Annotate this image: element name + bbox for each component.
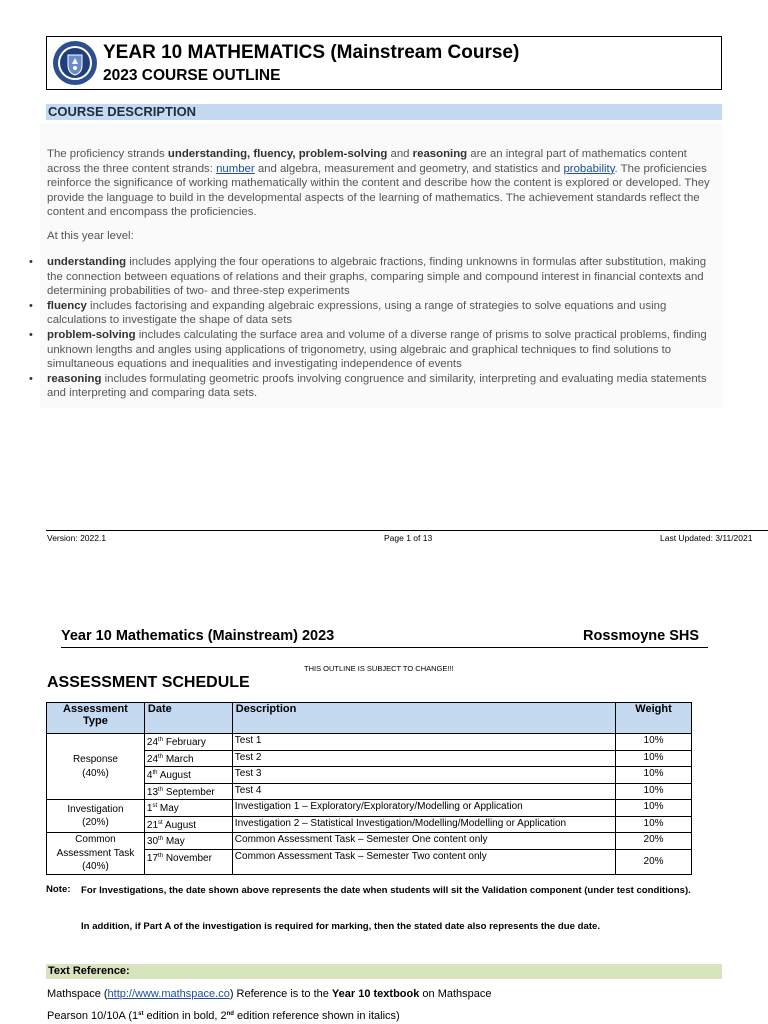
list-item: • reasoning includes formulating geometric proofs involving congruence and similarity, interpreting and evaluating media statements and interpreting and comparing data sets. xyxy=(47,372,723,401)
note-label: Note: xyxy=(46,884,71,895)
date-cell: 24th February xyxy=(144,734,232,751)
document-subtitle: 2023 COURSE OUTLINE xyxy=(103,67,281,84)
description-cell: Test 3 xyxy=(232,767,615,784)
date-cell: 21st August xyxy=(144,816,232,833)
description-cell: Investigation 2 – Statistical Investigation/Modelling/Modelling or Application xyxy=(232,816,615,833)
table-row xyxy=(47,734,692,751)
description-cell: Investigation 1 – Exploratory/Exploratory/Modelling or Application xyxy=(232,800,615,817)
description-cell: Test 2 xyxy=(232,750,615,767)
header-assessment-type: Assessment Type xyxy=(47,703,145,734)
document-title: YEAR 10 MATHEMATICS (Mainstream Course) xyxy=(103,42,520,63)
header-date: Date xyxy=(144,703,232,734)
footer-page-number: Page 1 of 13 xyxy=(384,533,433,543)
note-investigations: For Investigations, the date shown above represents the date when students will sit the Validation component (under test conditions). xyxy=(81,885,691,896)
proficiency-list xyxy=(47,255,723,401)
year-level-intro: At this year level: xyxy=(47,230,134,242)
date-cell: 17th November xyxy=(144,849,232,874)
description-cell: Common Assessment Task – Semester Two content only xyxy=(232,849,615,874)
weight-cell: 10% xyxy=(616,816,692,833)
course-description-heading: COURSE DESCRIPTION xyxy=(46,104,722,120)
list-item: • problem-solving includes calculating the surface area and volume of a diverse range of prisms to solve practical problems, finding unknown lengths and angles using applications of trigonometry, using algebraic and graphical techniques to find solutions to simultaneous equations and inequalities and investigating independence of events xyxy=(47,328,723,372)
number-link[interactable]: number xyxy=(216,162,255,175)
running-header-school: Rossmoyne SHS xyxy=(583,628,700,644)
subject-to-change-notice: THIS OUTLINE IS SUBJECT TO CHANGE!!! xyxy=(304,664,454,673)
pearson-reference: Pearson 10/10A (1st edition in bold, 2nd edition reference shown in italics) xyxy=(47,1010,400,1022)
date-cell: 1st May xyxy=(144,800,232,817)
assessment-schedule-title: ASSESSMENT SCHEDULE xyxy=(47,674,250,691)
table-row xyxy=(47,800,692,817)
text-reference-heading: Text Reference: xyxy=(46,964,722,979)
type-cell-common: Common Assessment Task (40%) xyxy=(47,833,145,875)
school-crest-icon xyxy=(52,40,98,86)
weight-cell: 10% xyxy=(616,734,692,751)
list-item: • understanding includes applying the four operations to algebraic fractions, finding unknowns in formulas after substitution, making the connection between equations of relations and their graphs, comparing simple and compound interest in financial contexts and determining probabilities of two- and three-step experiments xyxy=(47,255,723,299)
footer-version: Version: 2022.1 xyxy=(47,533,107,543)
type-cell-investigation: Investigation (20%) xyxy=(47,800,145,833)
date-cell: 13th September xyxy=(144,783,232,800)
type-cell-response: Response (40%) xyxy=(47,734,145,800)
weight-cell: 10% xyxy=(616,750,692,767)
assessment-table xyxy=(46,702,692,875)
table-header-row xyxy=(47,703,692,734)
date-cell: 30th May xyxy=(144,833,232,850)
description-cell: Common Assessment Task – Semester One content only xyxy=(232,833,615,850)
header-weight: Weight xyxy=(616,703,692,734)
note-part-a: In addition, if Part A of the investigation is required for marking, then the stated date also represents the due date. xyxy=(81,921,601,932)
weight-cell: 10% xyxy=(616,767,692,784)
mathspace-link[interactable]: http://www.mathspace.co xyxy=(107,988,230,1000)
footer-last-updated: Last Updated: 3/11/2021 xyxy=(660,533,753,543)
table-row xyxy=(47,833,692,850)
weight-cell: 20% xyxy=(616,833,692,850)
weight-cell: 10% xyxy=(616,783,692,800)
weight-cell: 10% xyxy=(616,800,692,817)
running-header-title: Year 10 Mathematics (Mainstream) 2023 xyxy=(61,628,335,644)
description-cell: Test 1 xyxy=(232,734,615,751)
list-item: • fluency includes factorising and expanding algebraic expressions, using a range of strategies to solve equations and using calculations to investigate the shape of data sets xyxy=(47,299,723,328)
date-cell: 24th March xyxy=(144,750,232,767)
date-cell: 4th August xyxy=(144,767,232,784)
weight-cell: 20% xyxy=(616,849,692,874)
probability-link[interactable]: probability xyxy=(563,162,615,175)
header-rule xyxy=(61,647,708,648)
description-paragraph: The proficiency strands understanding, fluency, problem-solving and reasoning are an integral part of mathematics content across the three content strands: number and algebra, measurement and geometry, and statistics and probability. The proficiencies reinforce the significance of working mathematically within the content and describe how the content is explored or developed. They provide the language to build in the developmental aspects of the learning of mathematics. The achievement standards reflect the content and encompass the proficiencies. xyxy=(47,148,710,219)
footer-rule xyxy=(46,530,768,531)
description-cell: Test 4 xyxy=(232,783,615,800)
mathspace-reference: Mathspace (http://www.mathspace.co) Reference is to the Year 10 textbook on Mathspace xyxy=(47,988,492,1000)
header-description: Description xyxy=(232,703,615,734)
